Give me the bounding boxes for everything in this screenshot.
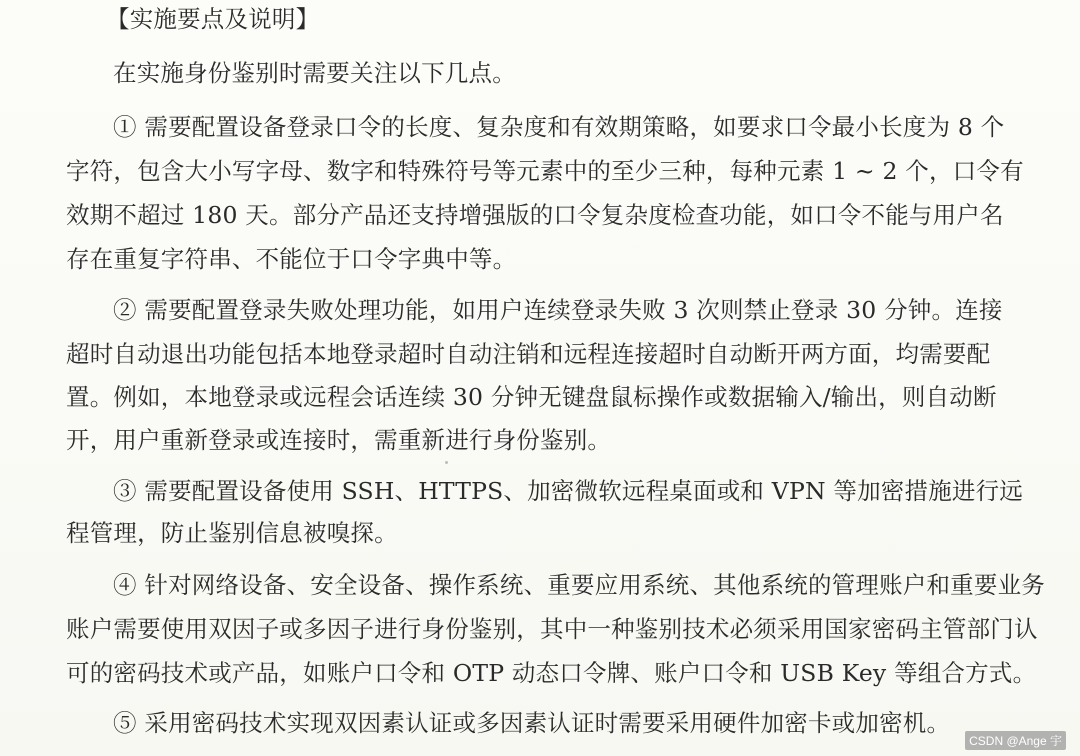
point-2-line-3: 置。例如，本地登录或远程会话连续 30 分钟无键盘鼠标操作或数据输入/输出，则自动断 bbox=[66, 383, 997, 411]
point-4-line-2: 账户需要使用双因子或多因子进行身份鉴别，其中一种鉴别技术必须采用国家密码主管部门认 bbox=[66, 615, 1038, 643]
point-2-line-2: 超时自动退出功能包括本地登录超时自动注销和远程连接超时自动断开两方面，均需要配 bbox=[66, 340, 991, 368]
csdn-watermark: CSDN @Ange 宇 bbox=[965, 731, 1066, 750]
point-4-line-1: ④ 针对网络设备、安全设备、操作系统、重要应用系统、其他系统的管理账户和重要业务 bbox=[113, 571, 1045, 599]
point-2-line-1: ② 需要配置登录失败处理功能，如用户连续登录失败 3 次则禁止登录 30 分钟。连接 bbox=[113, 296, 1003, 324]
point-1-line-3: 效期不超过 180 天。部分产品还支持增强版的口令复杂度检查功能，如口令不能与用户名 bbox=[66, 201, 1004, 229]
point-5-line-1: ⑤ 采用密码技术实现双因素认证或多因素认证时需要采用硬件加密卡或加密机。 bbox=[113, 709, 951, 737]
scan-speck bbox=[445, 461, 448, 464]
section-title: 【实施要点及说明】 bbox=[106, 5, 320, 33]
point-3-line-2: 程管理，防止鉴别信息被嗅探。 bbox=[66, 519, 398, 547]
point-3-line-1: ③ 需要配置设备使用 SSH、HTTPS、加密微软远程桌面或和 VPN 等加密措施进行远 bbox=[113, 477, 1023, 505]
point-1-line-4: 存在重复字符串、不能位于口令字典中等。 bbox=[66, 245, 517, 273]
point-1-line-1: ① 需要配置设备登录口令的长度、复杂度和有效期策略，如要求口令最小长度为 8 个 bbox=[113, 113, 1005, 141]
point-4-line-3: 可的密码技术或产品，如账户口令和 OTP 动态口令牌、账户口令和 USB Key 等组合方式。 bbox=[66, 659, 1037, 687]
point-1-line-2: 字符，包含大小写字母、数字和特殊符号等元素中的至少三种，每种元素 1 ~ 2 个，口令有 bbox=[66, 157, 1024, 185]
intro-text: 在实施身份鉴别时需要关注以下几点。 bbox=[113, 59, 516, 87]
point-2-line-4: 开，用户重新登录或连接时，需重新进行身份鉴别。 bbox=[66, 426, 612, 454]
